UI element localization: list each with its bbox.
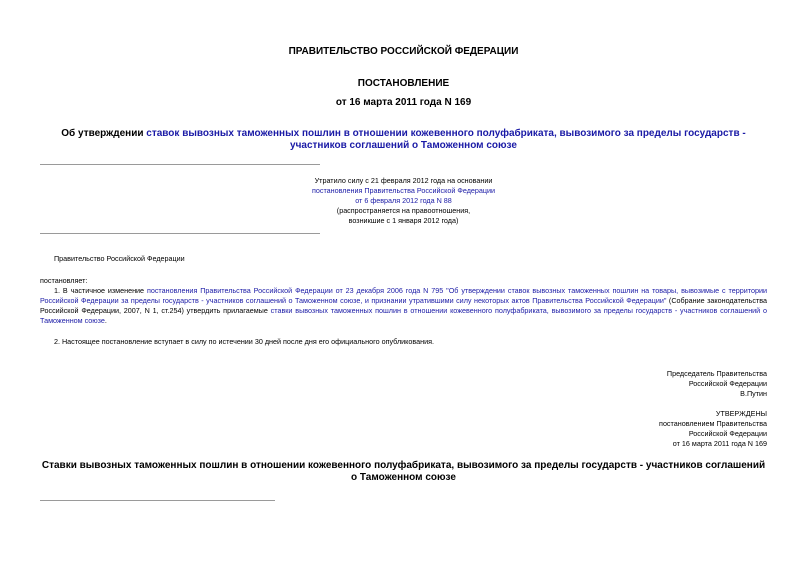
signature-line-2: Российской Федерации: [688, 379, 767, 388]
item-1-text-a: 1. В частичное изменение: [54, 286, 147, 295]
approval-line-4: от 16 марта 2011 года N 169: [672, 439, 767, 448]
item-1-text-b: (Собрание законодательства Российской Федерации, 2007, N 1, ст.254) утвердить прилагаемые: [40, 296, 767, 315]
item-1-link-resolution[interactable]: постановления Правительства Российской Федерации от 23 декабря 2006 года N 795 "Об утверждении ставок вывозных таможенных пошлин на товары, вывозимые с территории Российской Федерации за пределы государств - участников соглашений о Таможенном союзе, и признании утратившими силу некоторых актов Правительства Российской Федерации": [40, 286, 767, 305]
doc-title-prefix: Об утверждении: [61, 128, 147, 139]
approval-block: [467, 409, 767, 449]
status-note: [0, 176, 807, 226]
doc-date: от 16 марта 2011 года N 169: [335, 97, 472, 108]
status-link-1[interactable]: постановления Правительства Российской Федерации: [311, 186, 496, 195]
item-1-text-c: .: [104, 316, 107, 325]
item-1: [40, 286, 767, 326]
org-title: ПРАВИТЕЛЬСТВО РОССИЙСКОЙ ФЕДЕРАЦИИ: [288, 46, 519, 57]
status-line-5: возникшие с 1 января 2012 года): [348, 216, 459, 225]
appendix-title: Ставки вывозных таможенных пошлин в отношении кожевенного полуфабриката, вывозимого за пределы государств - участников соглашений о Таможенном союзе: [41, 460, 766, 483]
government-label: Правительство Российской Федерации: [54, 254, 185, 263]
divider-bottom: [40, 500, 275, 501]
signature-block: [467, 369, 767, 399]
doc-type: ПОСТАНОВЛЕНИЕ: [357, 78, 450, 89]
decrees-label: постановляет:: [40, 276, 88, 285]
item-1-link-rates[interactable]: ставки вывозных таможенных пошлин в отношении кожевенного полуфабриката, вывозимого за пределы государств - участников соглашений о Таможенном союзе: [40, 306, 768, 325]
signature-line-3: В.Путин: [740, 389, 767, 398]
doc-title: [40, 128, 767, 152]
status-line-1: Утратило силу с 21 февраля 2012 года на основании: [314, 176, 493, 185]
status-link-2[interactable]: от 6 февраля 2012 года N 88: [355, 196, 452, 205]
status-line-4: (распространяется на правоотношения,: [336, 206, 471, 215]
divider-top: [40, 164, 320, 165]
item-2: 2. Настоящее постановление вступает в силу по истечении 30 дней после дня его официального опубликования.: [54, 337, 434, 346]
divider-middle: [40, 233, 320, 234]
approval-line-3: Российской Федерации: [688, 429, 767, 438]
doc-title-link[interactable]: ставок вывозных таможенных пошлин в отношении кожевенного полуфабриката, вывозимого за пределы государств - участников соглашений о Таможенном союзе: [146, 128, 746, 151]
approval-line-2: постановлением Правительства: [659, 419, 767, 428]
approval-line-1: УТВЕРЖДЕНЫ: [715, 409, 767, 418]
signature-line-1: Председатель Правительства: [666, 369, 767, 378]
